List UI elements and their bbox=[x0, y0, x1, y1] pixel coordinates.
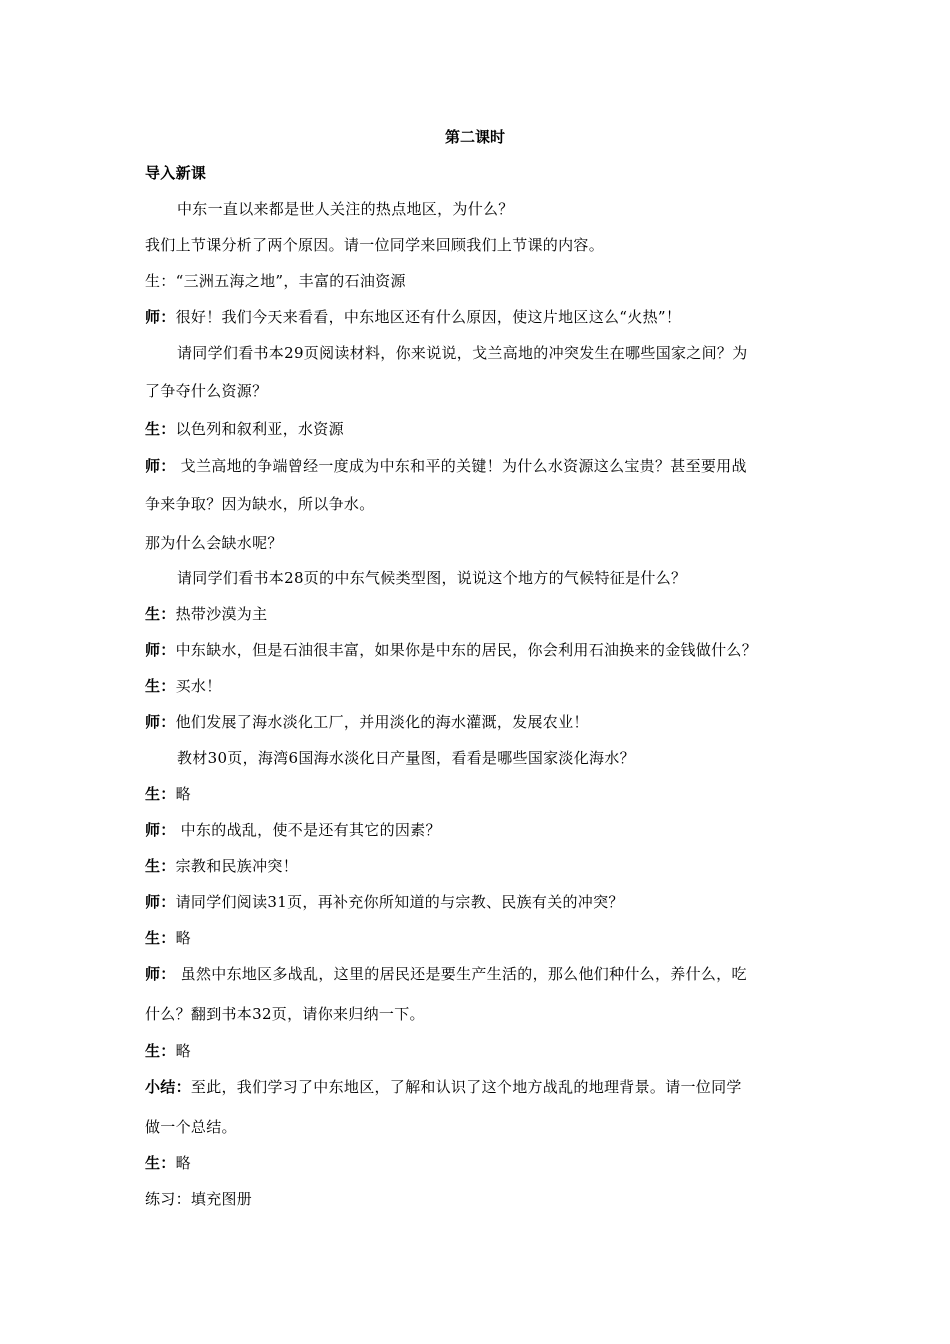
speaker-label: 生： bbox=[145, 785, 176, 803]
dialogue-line bbox=[145, 711, 810, 733]
text-line bbox=[177, 342, 810, 364]
dialogue-line bbox=[145, 963, 810, 985]
line-text: 请同学们看书本28页的中东气候类型图，说说这个地方的气候特征是什么？ bbox=[177, 569, 687, 587]
dialogue-line bbox=[145, 1076, 810, 1098]
dialogue-line bbox=[145, 270, 810, 292]
speaker-label: 生： bbox=[145, 272, 176, 290]
text-line bbox=[145, 532, 810, 554]
text-line bbox=[177, 567, 810, 589]
speaker-label: 生： bbox=[145, 1042, 176, 1060]
speaker-label: 生： bbox=[145, 1154, 176, 1172]
text-line bbox=[177, 747, 810, 769]
line-text: 做一个总结。 bbox=[145, 1118, 237, 1136]
section-heading: 导入新课 bbox=[145, 164, 207, 182]
dialogue-line bbox=[145, 855, 810, 877]
dialogue-line bbox=[145, 891, 810, 913]
line-text: 很好！我们今天来看看，中东地区还有什么原因，使这片地区这么“火热”！ bbox=[175, 308, 682, 326]
dialogue-line bbox=[145, 306, 810, 328]
dialogue-line bbox=[145, 1152, 810, 1174]
line-text: 以色列和叙利亚，水资源 bbox=[175, 420, 344, 438]
dialogue-line bbox=[145, 927, 810, 949]
speaker-label: 师： bbox=[145, 893, 176, 911]
line-text: 略 bbox=[175, 1042, 191, 1060]
text-line bbox=[145, 1116, 810, 1138]
speaker-label: 师： bbox=[145, 641, 176, 659]
line-text: 了争夺什么资源？ bbox=[145, 382, 268, 400]
dialogue-line bbox=[145, 819, 810, 841]
line-text: 练习：填充图册 bbox=[145, 1190, 253, 1208]
line-text: 请同学们看书本29页阅读材料，你来说说，戈兰高地的冲突发生在哪些国家之间？为 bbox=[177, 344, 748, 362]
line-text: 争来争取？因为缺水，所以争水。 bbox=[145, 495, 375, 513]
line-text: 宗教和民族冲突！ bbox=[175, 857, 299, 875]
dialogue-line bbox=[145, 455, 810, 477]
speaker-label: 生： bbox=[145, 605, 176, 623]
line-text: 中东缺水，但是石油很丰富，如果你是中东的居民，你会利用石油换来的金钱做什么？ bbox=[175, 641, 758, 659]
line-text: 请同学们阅读31页，再补充你所知道的与宗教、民族有关的冲突？ bbox=[175, 893, 624, 911]
line-text: 至此，我们学习了中东地区，了解和认识了这个地方战乱的地理背景。请一位同学 bbox=[190, 1078, 742, 1096]
line-text: “三洲五海之地”，丰富的石油资源 bbox=[175, 272, 406, 290]
dialogue-line bbox=[145, 603, 810, 625]
speaker-label: 师： bbox=[145, 965, 176, 983]
speaker-label: 生： bbox=[145, 677, 176, 695]
text-line bbox=[145, 380, 810, 402]
speaker-label: 师： bbox=[145, 308, 176, 326]
text-line bbox=[145, 1188, 810, 1210]
line-text: 略 bbox=[175, 1154, 191, 1172]
text-line bbox=[145, 1003, 810, 1025]
dialogue-line bbox=[145, 675, 810, 697]
line-text: 略 bbox=[175, 785, 191, 803]
dialogue-line bbox=[145, 1040, 810, 1062]
line-text: 热带沙漠为主 bbox=[175, 605, 268, 623]
text-line bbox=[145, 493, 810, 515]
text-line bbox=[145, 234, 810, 256]
line-text: 虽然中东地区多战乱，这里的居民还是要生产生活的，那么他们种什么，养什么，吃 bbox=[175, 965, 747, 983]
line-text: 买水！ bbox=[175, 677, 222, 695]
speaker-label: 师： bbox=[145, 457, 176, 475]
speaker-label: 生： bbox=[145, 420, 176, 438]
line-text: 他们发展了海水淡化工厂，并用淡化的海水灌溉，发展农业！ bbox=[175, 713, 589, 731]
line-text: 我们上节课分析了两个原因。请一位同学来回顾我们上节课的内容。 bbox=[145, 236, 605, 254]
speaker-label: 小结： bbox=[145, 1078, 191, 1096]
speaker-label: 师： bbox=[145, 821, 176, 839]
line-text: 中东的战乱，使不是还有其它的因素？ bbox=[175, 821, 441, 839]
dialogue-line bbox=[145, 639, 810, 661]
line-text: 什么？翻到书本32页，请你来归纳一下。 bbox=[145, 1005, 425, 1023]
speaker-label: 生： bbox=[145, 929, 176, 947]
line-text: 教材30页，海湾6国海水淡化日产量图，看看是哪些国家淡化海水？ bbox=[177, 749, 635, 767]
text-line bbox=[177, 198, 810, 220]
page-title: 第二课时 bbox=[444, 128, 505, 146]
line-text: 那为什么会缺水呢？ bbox=[145, 534, 283, 552]
line-text: 戈兰高地的争端曾经一度成为中东和平的关键！为什么水资源这么宝贵？甚至要用战 bbox=[175, 457, 747, 475]
speaker-label: 师： bbox=[145, 713, 176, 731]
speaker-label: 生： bbox=[145, 857, 176, 875]
line-text: 略 bbox=[175, 929, 191, 947]
dialogue-line bbox=[145, 418, 810, 440]
dialogue-line bbox=[145, 783, 810, 805]
line-text: 中东一直以来都是世人关注的热点地区，为什么？ bbox=[177, 200, 514, 218]
